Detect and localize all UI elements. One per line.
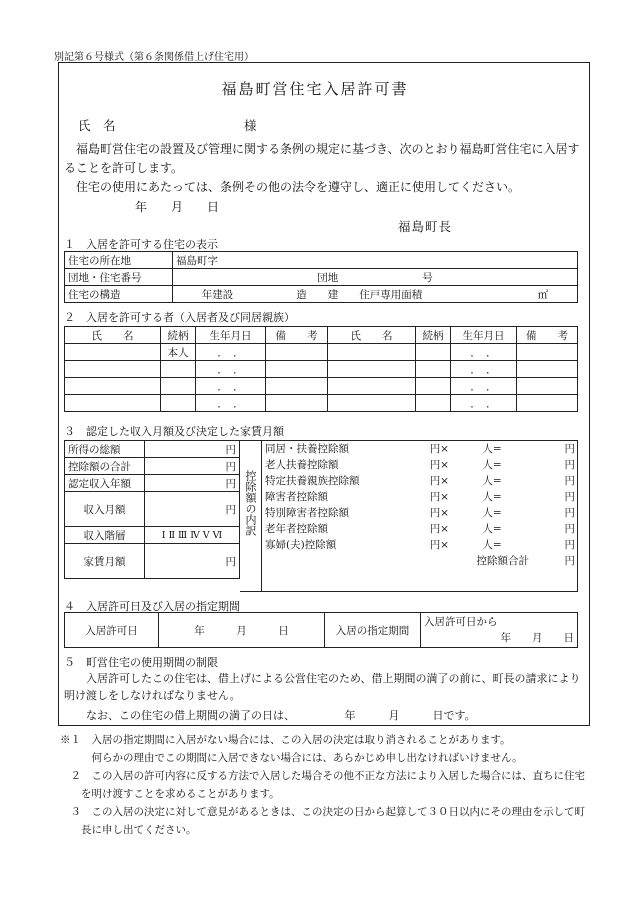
housing-table [64, 251, 578, 303]
deduction-rate: 円× [429, 490, 449, 503]
sama-label: 様 [244, 118, 257, 133]
issuer-name: 福島町長 [398, 219, 453, 234]
period-table [64, 612, 578, 648]
deduction-rate: 円× [429, 522, 449, 535]
deduction-count: 人= [482, 442, 502, 455]
housing-number-value: 団地 号 [173, 269, 578, 286]
issue-date: 年 月 日 [135, 200, 220, 214]
body-paragraph-2: 住宅の使用にあたっては、条例その他の法令を遵守し、適正に使用してください。 [64, 180, 521, 194]
yen-unit: 円 [145, 458, 240, 475]
section-3-heading: ３ 認定した収入月額及び決定した家賃月額 [64, 425, 284, 438]
deduction-label: 老年者控除額 [265, 522, 328, 535]
period-from: 入居許可日から [424, 616, 498, 628]
deduction-rate: 円× [429, 442, 449, 455]
yen-unit: 円 [145, 475, 240, 492]
table-row [65, 395, 578, 412]
col-birthdate: 生年月日 [451, 327, 517, 344]
location-label: 住宅の所在地 [65, 252, 173, 269]
income-tiers: Ⅰ Ⅱ Ⅲ Ⅳ Ⅴ Ⅵ [145, 527, 240, 544]
table-row [65, 378, 578, 395]
col-remarks: 備 考 [517, 327, 578, 344]
date-dots: ． ． [451, 395, 517, 412]
deduction-count: 人= [482, 538, 502, 551]
income-label: 控除額の合計 [65, 458, 145, 475]
section-5-text-2: なお、この住宅の借上期間の満了の日は、 年 月 日です。 [64, 709, 476, 722]
income-label: 所得の総額 [65, 441, 145, 458]
permit-date-label: 入居許可日 [65, 613, 159, 648]
col-remarks: 備 考 [266, 327, 328, 344]
section-1-heading: １ 入居を許可する住宅の表示 [64, 238, 218, 251]
deduction-count: 人= [482, 522, 502, 535]
location-value: 福島町字 [173, 252, 578, 269]
structure-value: 年建設 造 建 住戸専用面積 ㎡ [173, 286, 578, 303]
section-4-heading: ４ 入居許可日及び入居の指定期間 [64, 600, 240, 613]
col-relation: 続柄 [416, 327, 451, 344]
structure-label: 住宅の構造 [65, 286, 173, 303]
period-label: 入居の指定期間 [325, 613, 421, 648]
permit-date-value: 年 月 日 [159, 613, 325, 648]
income-label: 収入階層 [65, 527, 145, 544]
deduction-amount: 円 [564, 522, 575, 535]
table-row [65, 361, 578, 378]
deduction-total-label: 控除額合計 [476, 554, 529, 567]
note-line: ２ この入居の許可内容に反する方法で入居した場合その他不正な方法により入居した場合には、直ちに住宅 [60, 770, 585, 782]
date-dots: ． ． [451, 378, 517, 395]
deduction-label: 特定扶養親族控除額 [265, 474, 360, 487]
col-relation: 続柄 [161, 327, 196, 344]
deduction-rate: 円× [429, 458, 449, 471]
deduction-count: 人= [482, 474, 502, 487]
deduction-amount: 円 [564, 458, 575, 471]
yen-unit: 円 [145, 492, 240, 527]
note-line: 何らかの理由でこの期間に入居できない場合には、あらかじめ申し出なければいけません。 [60, 752, 523, 764]
section-5-text-1: 入居許可したこの住宅は、借上げによる公営住宅のため、借上期間の満了の前に、町長の請求により明け渡しをしなければなりません。 [64, 672, 581, 702]
note-line: ３ この入居の決定に対して意見があるときは、この決定の日から起算して３０日以内にその理由を示して町 [60, 806, 585, 818]
income-label: 認定収入年額 [65, 475, 145, 492]
col-birthdate: 生年月日 [196, 327, 266, 344]
table-row [65, 286, 578, 303]
form-code: 別記第６号様式（第６条関係借上げ住宅用） [54, 52, 254, 63]
date-dots: ． ． [451, 361, 517, 378]
deduction-rate: 円× [429, 474, 449, 487]
deduction-label: 老人扶養控除額 [265, 458, 339, 471]
income-label: 収入月額 [65, 492, 145, 527]
section-5-heading: ５ 町営住宅の使用期間の制限 [64, 656, 218, 669]
income-label: 家賃月額 [65, 544, 145, 579]
date-dots: ． ． [196, 361, 266, 378]
deduction-count: 人= [482, 506, 502, 519]
col-name: 氏 名 [328, 327, 416, 344]
section-2-heading: ２ 入居を許可する者（入居者及び同居親族） [64, 311, 295, 324]
document-title: 福島町営住宅入居許可書 [221, 80, 409, 98]
date-dots: ． ． [196, 395, 266, 412]
table-row [65, 269, 578, 286]
body-paragraph-1: 福島町営住宅の設置及び管理に関する条例の規定に基づき、次のとおり福島町営住宅に入居することを許可します。 [64, 142, 580, 175]
deduction-count: 人= [482, 490, 502, 503]
deduction-count: 人= [482, 458, 502, 471]
deduction-rate: 円× [429, 538, 449, 551]
date-dots: ． ． [451, 344, 517, 361]
deduction-label: 寡婦(夫)控除額 [265, 538, 337, 551]
income-table [64, 440, 240, 579]
note-line: 長に申し出てください。 [60, 824, 197, 836]
deduction-breakdown-label: 控除額の内訳 [244, 470, 257, 536]
table-row [65, 344, 578, 361]
deduction-label: 同居・扶養控除額 [265, 442, 349, 455]
col-name: 氏 名 [65, 327, 161, 344]
period-to: 年 月 日 [500, 632, 574, 644]
relation-self: 本人 [161, 344, 196, 361]
table-row [65, 252, 578, 269]
period-value [421, 613, 578, 648]
deduction-amount: 円 [564, 474, 575, 487]
deduction-label: 特別障害者控除額 [265, 506, 349, 519]
deduction-rate: 円× [429, 506, 449, 519]
yen-unit: 円 [145, 441, 240, 458]
deduction-total-unit: 円 [564, 554, 575, 567]
name-label: 氏 名 [78, 118, 116, 133]
deduction-amount: 円 [564, 442, 575, 455]
table-header-row [65, 327, 578, 344]
yen-unit: 円 [145, 544, 240, 579]
housing-number-label: 団地・住宅番号 [65, 269, 173, 286]
note-line: を明け渡すことを求めることがあります。 [60, 788, 280, 800]
note-line: ※１ 入居の指定期間に入居がない場合には、この入居の決定は取り消されることがあります。 [60, 734, 511, 746]
date-dots: ． ． [196, 378, 266, 395]
residents-table [64, 326, 578, 412]
deduction-label: 障害者控除額 [265, 490, 328, 503]
deduction-amount: 円 [564, 538, 575, 551]
deduction-amount: 円 [564, 506, 575, 519]
deduction-amount: 円 [564, 490, 575, 503]
date-dots: ． ． [196, 344, 266, 361]
